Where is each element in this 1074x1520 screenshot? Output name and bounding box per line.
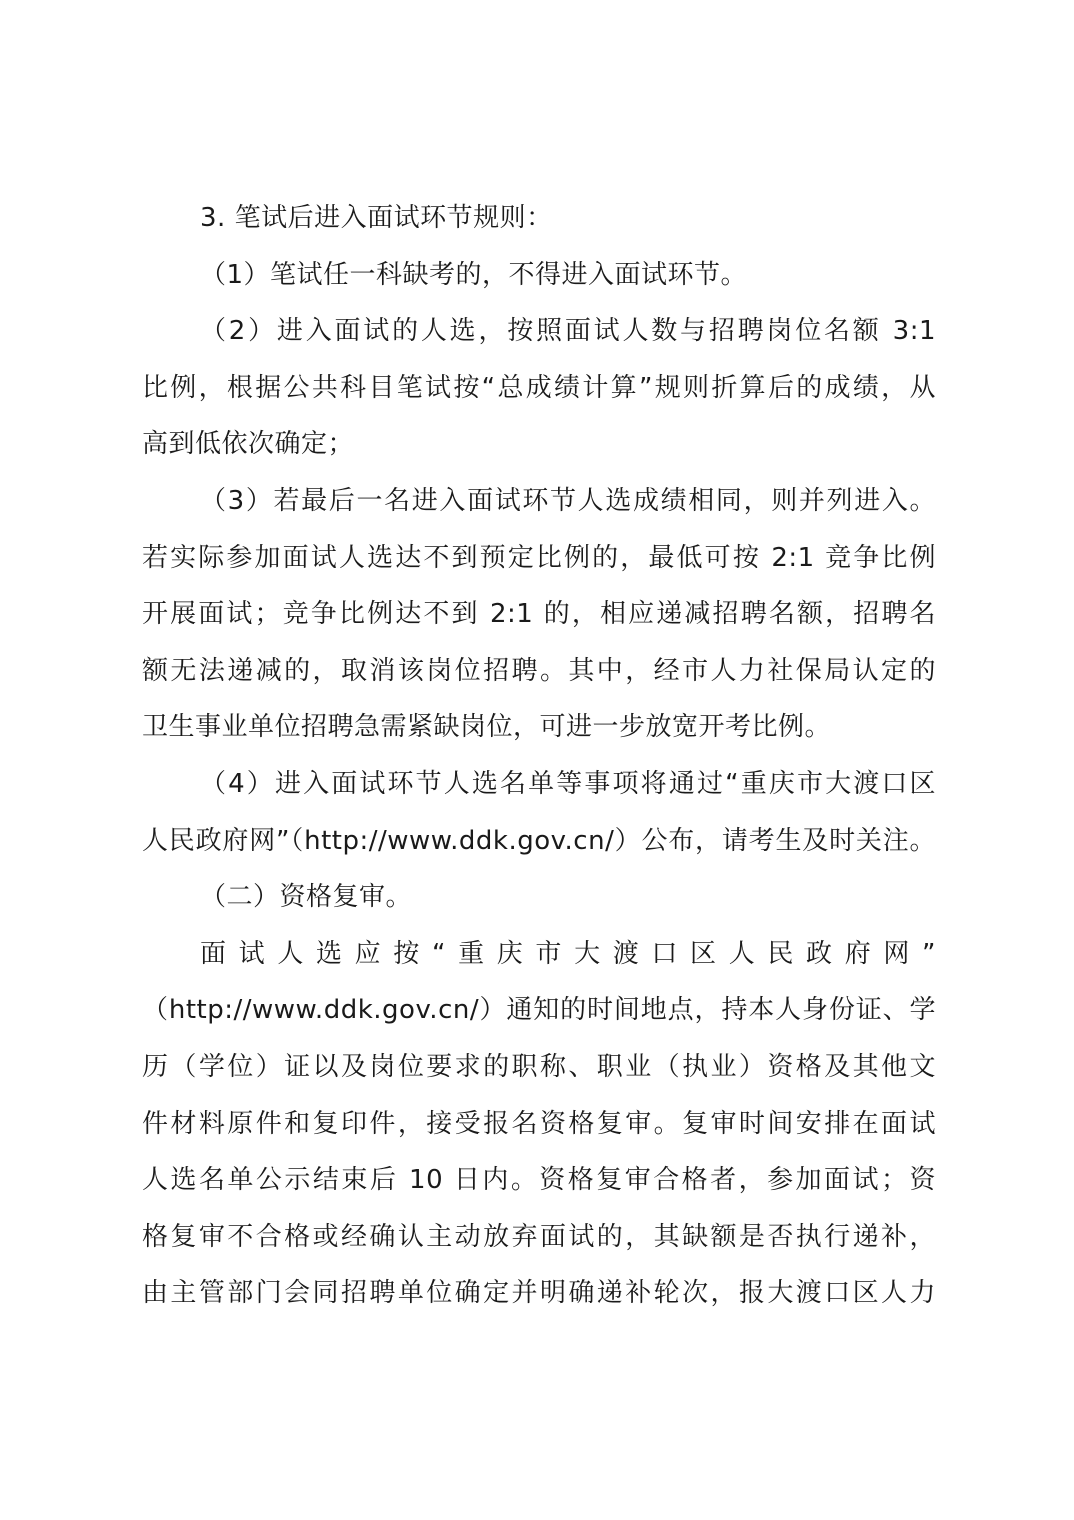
text-line: 额无法递减的，取消该岗位招聘。其中，经市人力社保局认定的: [142, 655, 936, 686]
text-line: 高到低依次确定；: [142, 429, 355, 460]
text-line: （http://www.ddk.gov.cn/）通知的时间地点，持本人身份证、学: [142, 995, 936, 1026]
text-line: （3）若最后一名进入面试环节人选成绩相同，则并列进入。: [200, 485, 936, 516]
section-heading: （二）资格复审。: [200, 882, 413, 913]
text-line: 3. 笔试后进入面试环节规则：: [200, 203, 553, 233]
text-line: 历（学位）证以及岗位要求的职称、职业（执业）资格及其他文: [142, 1051, 936, 1082]
text-line: 格复审不合格或经确认主动放弃面试的，其缺额是否执行递补，: [142, 1221, 936, 1252]
text-line: 开展面试；竞争比例达不到 2:1 的，相应递减招聘名额，招聘名: [142, 599, 936, 630]
text-line: 件材料原件和复印件，接受报名资格复审。复审时间安排在面试: [142, 1108, 936, 1139]
text-line: 人民政府网”（http://www.ddk.gov.cn/）公布，请考生及时关注。: [142, 825, 936, 856]
document-body: [142, 190, 936, 1322]
text-line: 人选名单公示结束后 10 日内。资格复审合格者，参加面试；资: [142, 1165, 936, 1196]
text-line: 由主管部门会同招聘单位确定并明确递补轮次，报大渡口区人力: [142, 1278, 936, 1309]
text-line: 面试人选应按“重庆市大渡口区人民政府网”: [200, 938, 936, 969]
text-line: 比例，根据公共科目笔试按“总成绩计算”规则折算后的成绩，从: [142, 372, 936, 403]
text-line: 卫生事业单位招聘急需紧缺岗位，可进一步放宽开考比例。: [142, 712, 832, 743]
text-line: （2）进入面试的人选，按照面试人数与招聘岗位名额 3:1: [200, 316, 936, 347]
text-line: （4）进入面试环节人选名单等事项将通过“重庆市大渡口区: [200, 768, 936, 799]
text-line: （1）笔试任一科缺考的，不得进入面试环节。: [200, 259, 748, 290]
text-line: 若实际参加面试人选达不到预定比例的，最低可按 2:1 竞争比例: [142, 542, 936, 573]
